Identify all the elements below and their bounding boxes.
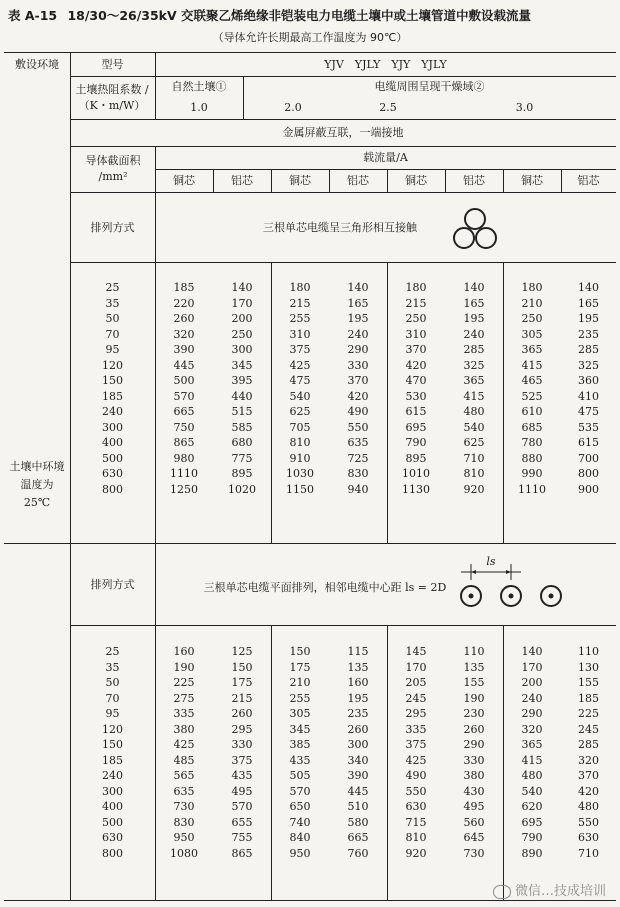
- ampacity-value: 950: [173, 831, 195, 844]
- ampacity-value: 140: [231, 281, 253, 294]
- ampacity-value: 285: [463, 343, 485, 356]
- ampacity-value: 245: [578, 722, 599, 736]
- ampacity-column: [329, 644, 387, 861]
- ampacity-column: [503, 280, 561, 497]
- ampacity-value: 1130: [402, 482, 430, 496]
- table-subtitle: （导体允许长期最高工作温度为 90℃）: [212, 31, 408, 44]
- ampacity-value: 1110: [518, 482, 546, 496]
- ampacity-value: 630: [578, 831, 599, 844]
- ampacity-value: 190: [173, 660, 195, 674]
- core-header: 铝芯: [577, 174, 600, 187]
- table-title: [8, 6, 614, 24]
- ampacity-value: 445: [173, 358, 195, 372]
- ampacity-value: 175: [289, 660, 311, 674]
- ampacity-value: 370: [405, 343, 427, 356]
- ampacity-value: 220: [173, 296, 195, 310]
- ampacity-value: 890: [521, 846, 543, 860]
- trefoil-arrangement-label: 排列方式: [90, 220, 135, 234]
- ampacity-value: 665: [347, 831, 369, 844]
- natural-soil-header: 自然土壤①: [171, 79, 227, 93]
- ampacity-value: 495: [231, 784, 253, 798]
- ampacity-value: 730: [463, 846, 485, 860]
- ampacity-value: 540: [463, 420, 485, 434]
- flat-arrangement-label: 排列方式: [90, 577, 135, 591]
- ampacity-value: 625: [289, 405, 311, 418]
- ampacity-value: 1080: [170, 846, 198, 860]
- ampacity-value: 630: [405, 800, 427, 813]
- ampacity-column: [445, 280, 503, 497]
- ampacity-value: 290: [521, 707, 543, 720]
- ampacity-value: 425: [289, 358, 311, 372]
- ampacity-value: 710: [463, 451, 485, 465]
- ampacity-value: 635: [347, 436, 369, 449]
- ampacity-value: 570: [289, 784, 311, 798]
- ampacity-value: 185: [578, 691, 599, 705]
- ampacity-value: 570: [231, 800, 253, 813]
- model-header: 型号: [101, 57, 124, 71]
- ampacity-value: 625: [463, 436, 485, 449]
- ampacity-value: 750: [173, 420, 195, 434]
- ampacity-value: 260: [347, 722, 369, 736]
- ampacity-value: 215: [405, 296, 427, 310]
- ampacity-value: 570: [173, 389, 195, 403]
- ampacity-value: 755: [231, 831, 253, 844]
- ampacity-value: 620: [521, 800, 543, 813]
- ampacity-value: 140: [521, 645, 543, 658]
- model-values: YJV YJLY YJY YJLY: [324, 57, 447, 71]
- ampacity-value: 225: [173, 676, 195, 689]
- ampacity-value: 680: [231, 436, 253, 449]
- ampacity-value: 880: [521, 451, 543, 465]
- ampacity-value: 1110: [170, 467, 198, 480]
- ampacity-value: 900: [578, 482, 599, 496]
- ampacity-value: 330: [231, 738, 253, 751]
- ampacity-value: 165: [463, 296, 485, 310]
- ampacity-column: [155, 280, 213, 497]
- ampacity-value: 780: [521, 436, 543, 449]
- ampacity-value: 920: [463, 482, 485, 496]
- ampacity-value: 230: [463, 707, 485, 720]
- ampacity-value: 385: [289, 738, 311, 751]
- ampacity-column: [445, 644, 503, 861]
- coeff-2-5: 2.5: [379, 100, 397, 114]
- core-header: 铝芯: [463, 174, 485, 187]
- ampacity-column: [271, 280, 329, 497]
- ampacity-value: 650: [289, 800, 311, 813]
- ampacity-value: 415: [521, 753, 543, 767]
- ampacity-value: 895: [231, 467, 253, 480]
- ampacity-value: 255: [289, 691, 311, 705]
- ampacity-column: [155, 644, 213, 861]
- ampacity-value: 695: [521, 815, 543, 829]
- ampacity-value: 215: [289, 296, 311, 310]
- ampacity-value: 480: [521, 769, 543, 782]
- ampacity-value: 415: [463, 389, 485, 403]
- ampacity-value: 585: [231, 420, 253, 434]
- ampacity-value: 295: [231, 722, 253, 736]
- core-header: 铝芯: [347, 174, 369, 187]
- ampacity-value: 540: [521, 784, 543, 798]
- ampacity-value: 610: [521, 405, 543, 418]
- ampacity-value: 250: [231, 327, 253, 341]
- ampacity-value: 150: [231, 660, 253, 674]
- ampacity-value: 275: [173, 691, 195, 705]
- ampacity-value: 210: [289, 676, 311, 689]
- ampacity-value: 895: [405, 451, 427, 465]
- ampacity-value: 125: [231, 645, 253, 658]
- ampacity-column: [271, 644, 329, 861]
- ampacity-value: 655: [231, 815, 253, 829]
- ampacity-value: 695: [405, 420, 427, 434]
- ampacity-column: [387, 280, 445, 497]
- shield-connection: 金属屏蔽互联，一端接地: [282, 126, 404, 139]
- flat-cable-diagram-icon: [455, 558, 565, 613]
- ampacity-value: 165: [578, 296, 599, 310]
- ampacity-value: 470: [405, 374, 427, 387]
- ampacity-value: 730: [173, 800, 195, 813]
- ampacity-value: 830: [173, 815, 195, 829]
- ampacity-value: 240: [521, 691, 543, 705]
- ampacity-value: 180: [289, 281, 311, 294]
- ampacity-value: 485: [173, 753, 195, 767]
- ampacity-value: 180: [521, 281, 543, 294]
- ampacity-value: 255: [289, 312, 311, 325]
- ampacity-value: 245: [405, 691, 427, 705]
- ampacity-value: 180: [405, 281, 427, 294]
- ampacity-value: 140: [347, 281, 369, 294]
- ampacity-value: 300: [231, 343, 253, 356]
- section-header: 导体截面积 /mm²: [85, 154, 141, 183]
- flat-sections: 25 35 50 70 95 120 150 185 240 300 400 500 630 800: [102, 645, 123, 860]
- ampacity-value: 365: [463, 374, 485, 387]
- ampacity-value: 685: [521, 420, 543, 434]
- ampacity-value: 615: [578, 436, 599, 449]
- ampacity-value: 195: [463, 312, 485, 325]
- ampacity-value: 210: [521, 296, 543, 310]
- environment-condition: 土壤中环境温度为 25℃: [9, 460, 65, 509]
- ampacity-value: 550: [347, 420, 369, 434]
- ampacity-value: 380: [173, 722, 195, 736]
- ampacity-value: 215: [231, 691, 253, 705]
- ampacity-value: 810: [289, 436, 311, 449]
- ampacity-value: 300: [347, 738, 369, 751]
- ampacity-value: 200: [521, 676, 543, 689]
- ampacity-value: 560: [463, 815, 485, 829]
- ampacity-value: 240: [463, 327, 485, 341]
- ampacity-value: 225: [578, 707, 599, 720]
- ampacity-value: 705: [289, 420, 311, 434]
- ampacity-value: 525: [521, 389, 543, 403]
- ampacity-value: 540: [289, 389, 311, 403]
- ampacity-value: 500: [173, 374, 195, 387]
- ampacity-value: 170: [231, 296, 253, 310]
- spacing-label: ls: [486, 554, 496, 568]
- ampacity-value: 645: [463, 831, 485, 844]
- ampacity-value: 495: [463, 800, 485, 813]
- ampacity-column: [329, 280, 387, 497]
- ampacity-value: 305: [289, 707, 311, 720]
- ampacity-value: 800: [578, 467, 599, 480]
- ampacity-value: 435: [231, 769, 253, 782]
- ampacity-value: 260: [173, 312, 195, 325]
- ampacity-value: 390: [347, 769, 369, 782]
- soil-resistivity-header: 土壤热阻系数 /（K・m/W）: [75, 83, 149, 112]
- ampacity-value: 840: [289, 831, 311, 844]
- ampacity-value: 135: [347, 660, 369, 674]
- ampacity-value: 715: [405, 815, 427, 829]
- ampacity-value: 175: [231, 676, 253, 689]
- ampacity-value: 130: [578, 660, 599, 674]
- core-header: 铜芯: [289, 174, 311, 187]
- ampacity-value: 135: [463, 660, 485, 674]
- trefoil-cable-diagram-icon: [450, 206, 500, 252]
- ampacity-value: 335: [405, 722, 427, 736]
- core-header: 铝芯: [231, 174, 253, 187]
- ampacity-value: 865: [173, 436, 195, 449]
- core-header: 铜芯: [173, 174, 195, 187]
- ampacity-column: [387, 644, 445, 861]
- ampacity-value: 635: [173, 784, 195, 798]
- ampacity-value: 375: [231, 753, 253, 767]
- ampacity-value: 360: [578, 374, 599, 387]
- ampacity-value: 335: [173, 707, 195, 720]
- ampacity-value: 490: [347, 405, 369, 418]
- ampacity-value: 940: [347, 482, 369, 496]
- ampacity-value: 410: [578, 389, 599, 403]
- ampacity-value: 330: [347, 358, 369, 372]
- ampacity-value: 1150: [286, 482, 314, 496]
- ampacity-value: 475: [289, 374, 311, 387]
- ampacity-value: 345: [289, 722, 311, 736]
- ampacity-value: 430: [463, 784, 485, 798]
- ampacity-value: 165: [347, 296, 369, 310]
- ampacity-value: 475: [578, 405, 599, 418]
- ampacity-value: 290: [347, 343, 369, 356]
- ampacity-value: 565: [173, 769, 195, 782]
- ampacity-value: 865: [231, 846, 253, 860]
- ampacity-value: 395: [231, 374, 253, 387]
- ampacity-value: 480: [463, 405, 485, 418]
- env-header: 敷设环境: [15, 57, 59, 71]
- ampacity-value: 950: [289, 846, 311, 860]
- watermark: 微信…技成培训: [493, 880, 606, 899]
- ampacity-value: 240: [347, 327, 369, 341]
- coeff-3-0: 3.0: [515, 100, 534, 114]
- ampacity-value: 295: [405, 707, 427, 720]
- ampacity-value: 325: [463, 358, 485, 372]
- ampacity-value: 285: [578, 343, 599, 356]
- ampacity-value: 115: [347, 645, 369, 658]
- ampacity-value: 830: [347, 467, 369, 480]
- ampacity-value: 325: [578, 358, 599, 372]
- ampacity-value: 365: [521, 738, 543, 751]
- core-header: 铜芯: [405, 174, 427, 187]
- trefoil-arrangement-text: 三根单芯电缆呈三角形相互接触: [263, 220, 417, 234]
- ampacity-value: 490: [405, 769, 427, 782]
- ampacity-value: 710: [578, 846, 599, 860]
- coeff-natural: 1.0: [190, 100, 208, 114]
- ampacity-value: 155: [463, 676, 485, 689]
- ampacity-value: 790: [521, 831, 543, 844]
- ampacity-value: 390: [173, 343, 195, 356]
- ampacity-value: 740: [289, 815, 311, 829]
- ampacity-value: 550: [405, 784, 427, 798]
- ampacity-value: 290: [463, 738, 485, 751]
- ampacity-value: 420: [578, 784, 599, 798]
- ampacity-value: 340: [347, 753, 369, 767]
- table-number: 表 A-15: [8, 8, 58, 23]
- ampacity-value: 185: [173, 281, 195, 294]
- ampacity-value: 425: [405, 753, 427, 767]
- ampacity-value: 310: [405, 327, 427, 341]
- ampacity-value: 435: [289, 753, 311, 767]
- ampacity-value: 285: [578, 738, 599, 751]
- ampacity-value: 510: [347, 800, 369, 813]
- ampacity-value: 320: [521, 722, 543, 736]
- ampacity-column: [213, 280, 271, 497]
- ampacity-value: 250: [405, 312, 427, 325]
- ampacity-value: 195: [347, 312, 369, 325]
- ampacity-value: 205: [405, 676, 427, 689]
- ampacity-value: 420: [405, 358, 427, 372]
- ampacity-value: 170: [521, 660, 543, 674]
- ampacity-column: [213, 644, 271, 861]
- ampacity-value: 760: [347, 846, 369, 860]
- core-header: 铜芯: [521, 174, 543, 187]
- ampacity-value: 235: [347, 707, 369, 720]
- ampacity-value: 775: [231, 451, 253, 465]
- ampacity-value: 200: [231, 312, 253, 325]
- ampacity-value: 110: [463, 645, 485, 658]
- ampacity-value: 375: [289, 343, 311, 356]
- table-title-text: 18/30～26/35kV 交联聚乙烯绝缘非铠装电力电缆土壤中或土壤管道中敷设载流量: [67, 8, 532, 23]
- ampacity-value: 195: [347, 691, 369, 705]
- ampacity-value: 700: [578, 451, 599, 465]
- wechat-icon: [493, 885, 511, 899]
- ampacity-value: 425: [173, 738, 195, 751]
- ampacity-value: 370: [578, 769, 599, 782]
- ampacity-value: 310: [289, 327, 311, 341]
- ampacity-value: 170: [405, 660, 427, 674]
- ampacity-value: 305: [521, 327, 543, 341]
- ampacity-value: 665: [173, 405, 195, 418]
- ampacity-value: 535: [578, 420, 599, 434]
- ampacity-value: 1010: [402, 467, 430, 480]
- ampacity-value: 370: [347, 374, 369, 387]
- ampacity-value: 260: [231, 707, 253, 720]
- ampacity-value: 140: [578, 281, 599, 294]
- ampacity-value: 990: [521, 467, 543, 480]
- ampacity-value: 440: [231, 389, 253, 403]
- ampacity-value: 415: [521, 358, 543, 372]
- ampacity-value: 1250: [170, 482, 198, 496]
- ampacity-value: 790: [405, 436, 427, 449]
- ampacity-value: 365: [521, 343, 543, 356]
- ampacity-value: 110: [578, 645, 599, 658]
- ampacity-value: 480: [578, 800, 599, 813]
- ampacity-value: 380: [463, 769, 485, 782]
- ampacity-value: 910: [289, 451, 311, 465]
- ampacity-value: 420: [347, 389, 369, 403]
- ampacity-column: [503, 644, 561, 861]
- ampacity-value: 150: [289, 645, 311, 658]
- ampacity-value: 615: [405, 405, 427, 418]
- ampacity-value: 190: [463, 691, 485, 705]
- ampacity-value: 530: [405, 389, 427, 403]
- ampacity-value: 145: [405, 645, 427, 658]
- ampacity-value: 1020: [228, 482, 256, 496]
- ampacity-column: [561, 280, 616, 497]
- ampacity-column: [561, 644, 616, 861]
- ampacity-value: 810: [463, 467, 485, 480]
- ampacity-value: 320: [173, 327, 195, 341]
- ampacity-value: 515: [231, 405, 253, 418]
- ampacity-value: 465: [521, 374, 543, 387]
- ampacity-value: 160: [173, 645, 195, 658]
- trefoil-sections: 25 35 50 70 95 120 150 185 240 300 400 500 630 800: [102, 281, 123, 496]
- coeff-2-0: 2.0: [284, 100, 302, 114]
- ampacity-value: 580: [347, 815, 369, 829]
- ampacity-value: 155: [578, 676, 599, 689]
- ampacity-value: 980: [173, 451, 195, 465]
- ampacity-value: 1030: [286, 467, 314, 480]
- ampacity-value: 320: [578, 753, 599, 767]
- ampacity-header: 载流量/A: [363, 151, 408, 164]
- flat-arrangement-text: 三根单芯电缆平面排列，相邻电缆中心距 ls = 2D: [203, 580, 447, 594]
- ampacity-value: 375: [405, 738, 427, 751]
- ampacity-value: 250: [521, 312, 543, 325]
- ampacity-value: 235: [578, 327, 599, 341]
- ampacity-value: 550: [578, 815, 599, 829]
- ampacity-value: 160: [347, 676, 369, 689]
- ampacity-value: 140: [463, 281, 485, 294]
- ampacity-value: 810: [405, 831, 427, 844]
- ampacity-value: 505: [289, 769, 311, 782]
- ampacity-value: 445: [347, 784, 369, 798]
- ampacity-value: 725: [347, 451, 369, 465]
- ampacity-value: 260: [463, 722, 485, 736]
- ampacity-value: 345: [231, 358, 253, 372]
- ampacity-value: 330: [463, 753, 485, 767]
- ampacity-value: 195: [578, 312, 599, 325]
- ampacity-value: 920: [405, 846, 427, 860]
- dry-zone-header: 电缆周围呈现干燥域②: [374, 79, 485, 93]
